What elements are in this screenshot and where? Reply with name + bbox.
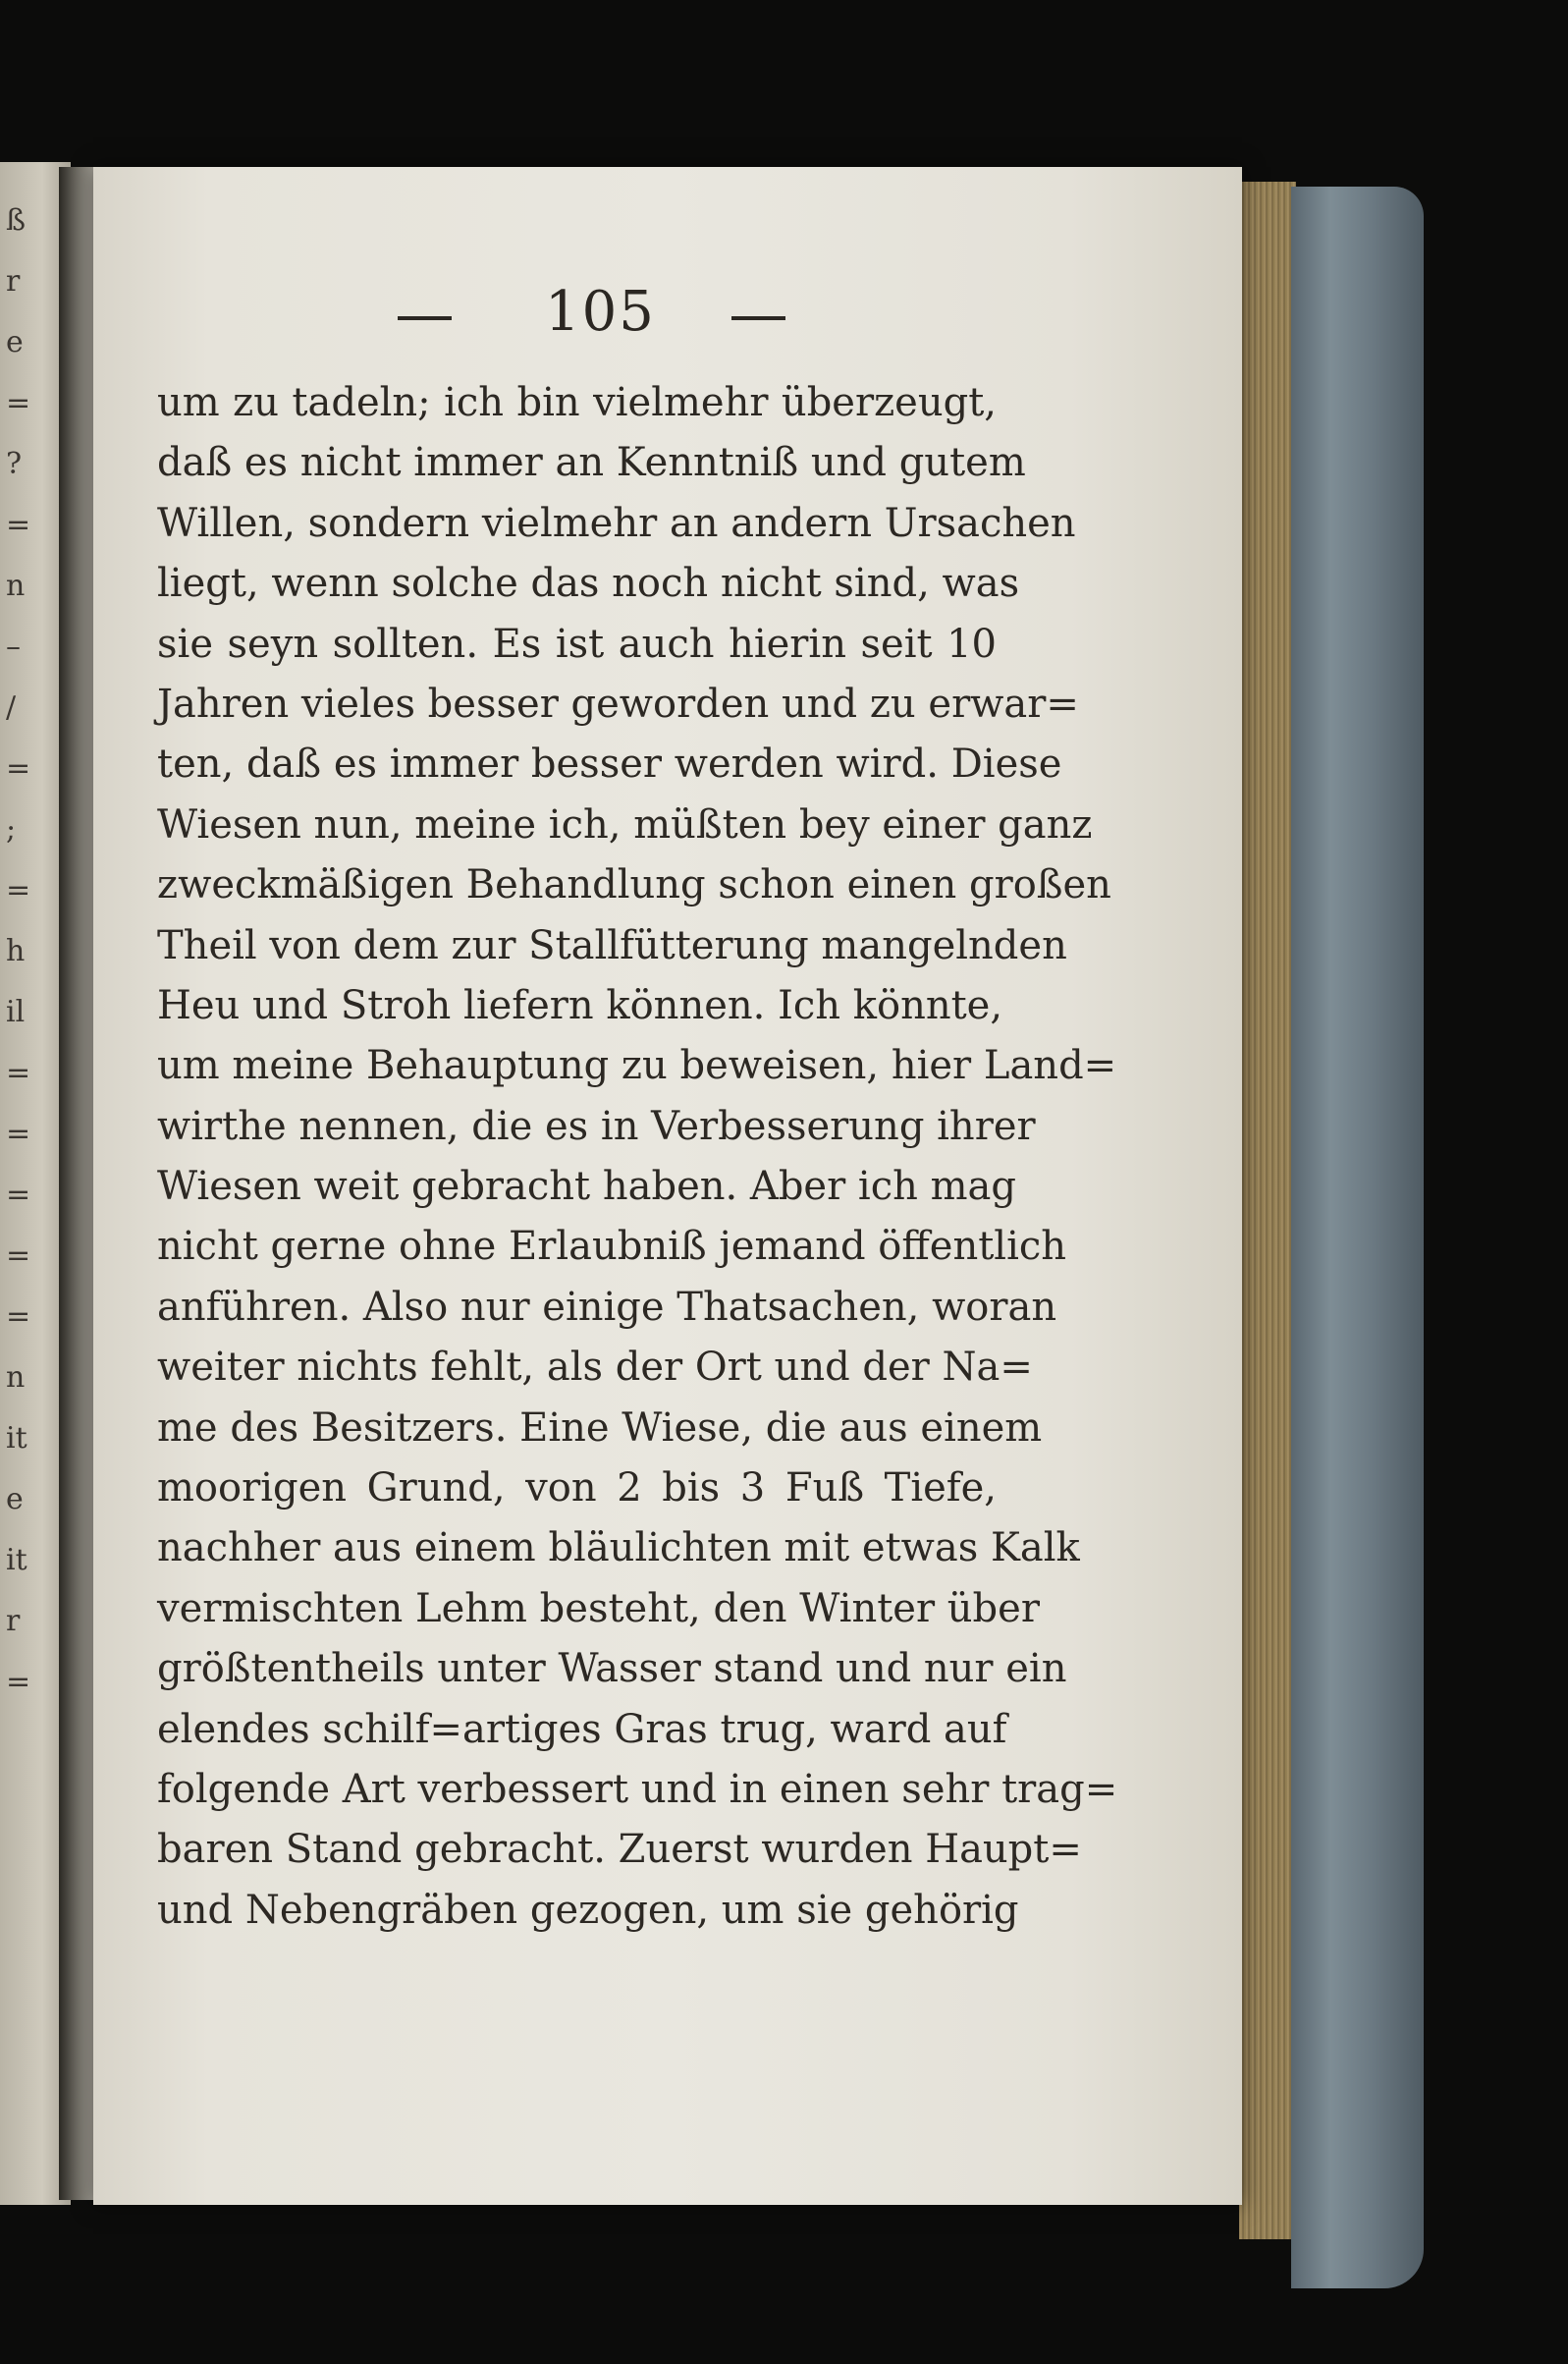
text-line: nicht gerne ohne Erlaubniß jemand öffentlich xyxy=(157,1224,1067,1270)
text-line: und Nebengräben gezogen, um sie gehörig xyxy=(157,1887,1019,1933)
left-page-fragment: / xyxy=(6,690,17,725)
left-page-fragment: n xyxy=(6,1360,26,1395)
left-page-fragment: e xyxy=(6,325,24,359)
text-line: Heu und Stroh liefern können. Ich könnte, xyxy=(157,982,1003,1028)
text-line: elendes schilf=artiges Gras trug, ward auf xyxy=(157,1706,1007,1752)
book-cover xyxy=(1291,187,1424,2288)
left-page-fragment: = xyxy=(6,1056,31,1090)
left-page-fragment: ; xyxy=(6,812,17,847)
left-page-fragment: ß xyxy=(6,203,27,238)
text-line: um meine Behauptung zu beweisen, hier Land= xyxy=(157,1043,1117,1089)
left-page-fragment: = xyxy=(6,1665,31,1699)
text-line: Jahren vieles besser geworden und zu erwar= xyxy=(157,681,1079,727)
left-page-fragment: – xyxy=(6,630,21,664)
text-line: Willen, sondern vielmehr an andern Ursachen xyxy=(157,500,1076,546)
left-page-fragment: h xyxy=(6,934,26,968)
left-page-fragment: = xyxy=(6,873,31,907)
text-line: zweckmäßigen Behandlung schon einen großen xyxy=(157,862,1111,908)
text-line: Wiesen nun, meine ich, müßten bey einer ganz xyxy=(157,801,1093,848)
text-line: folgende Art verbessert und in einen sehr trag= xyxy=(157,1766,1118,1812)
left-page-fragment: = xyxy=(6,508,31,542)
body-text xyxy=(157,373,1118,1941)
header-dash-right xyxy=(731,316,785,320)
text-line: moorigen Grund, von 2 bis 3 Fuß Tiefe, xyxy=(157,1465,997,1512)
page-block-edge xyxy=(1239,182,1296,2239)
text-line: anführen. Also nur einige Thatsachen, woran xyxy=(157,1284,1057,1330)
text-line: weiter nichts fehlt, als der Ort und der Na= xyxy=(157,1345,1033,1391)
text-line: me des Besitzers. Eine Wiese, die aus einem xyxy=(157,1404,1043,1451)
page-number: 105 xyxy=(545,280,656,344)
left-page-fragment: e xyxy=(6,1482,24,1516)
text-line: wirthe nennen, die es in Verbesserung ihrer xyxy=(157,1103,1036,1149)
running-head xyxy=(93,275,1242,354)
left-page-fragment: ? xyxy=(6,447,23,481)
text-line: vermischten Lehm besteht, den Winter über xyxy=(157,1585,1040,1631)
left-page-fragment: r xyxy=(6,264,21,299)
left-page-fragment: it xyxy=(6,1421,27,1456)
left-page-fragment: = xyxy=(6,386,31,420)
text-line: ten, daß es immer besser werden wird. Diese xyxy=(157,742,1062,788)
left-page-fragment: r xyxy=(6,1604,21,1638)
text-line: baren Stand gebracht. Zuerst wurden Haupt= xyxy=(157,1827,1082,1873)
text-line: größtentheils unter Wasser stand und nur ein xyxy=(157,1646,1067,1692)
left-page-fragment: = xyxy=(6,1117,31,1151)
text-line: Theil von dem zur Stallfütterung mangelnden xyxy=(157,922,1067,968)
left-page-fragment: = xyxy=(6,751,31,786)
left-page-fragment: il xyxy=(6,995,26,1029)
left-page-fragment: n xyxy=(6,569,26,603)
text-line: nachher aus einem bläulichten mit etwas Kalk xyxy=(157,1525,1080,1571)
text-line: um zu tadeln; ich bin vielmehr überzeugt, xyxy=(157,380,997,425)
left-page-fragment: = xyxy=(6,1178,31,1212)
text-line: Wiesen weit gebracht haben. Aber ich mag xyxy=(157,1164,1016,1210)
left-page-fragment: = xyxy=(6,1238,31,1273)
header-dash-left xyxy=(398,316,452,320)
left-page-fragment: = xyxy=(6,1299,31,1334)
left-page-fragment: it xyxy=(6,1543,27,1577)
text-line: liegt, wenn solche das noch nicht sind, was xyxy=(157,561,1020,607)
text-line: sie seyn sollten. Es ist auch hierin seit 10 xyxy=(157,621,997,667)
text-line: daß es nicht immer an Kenntniß und gutem xyxy=(157,440,1026,486)
